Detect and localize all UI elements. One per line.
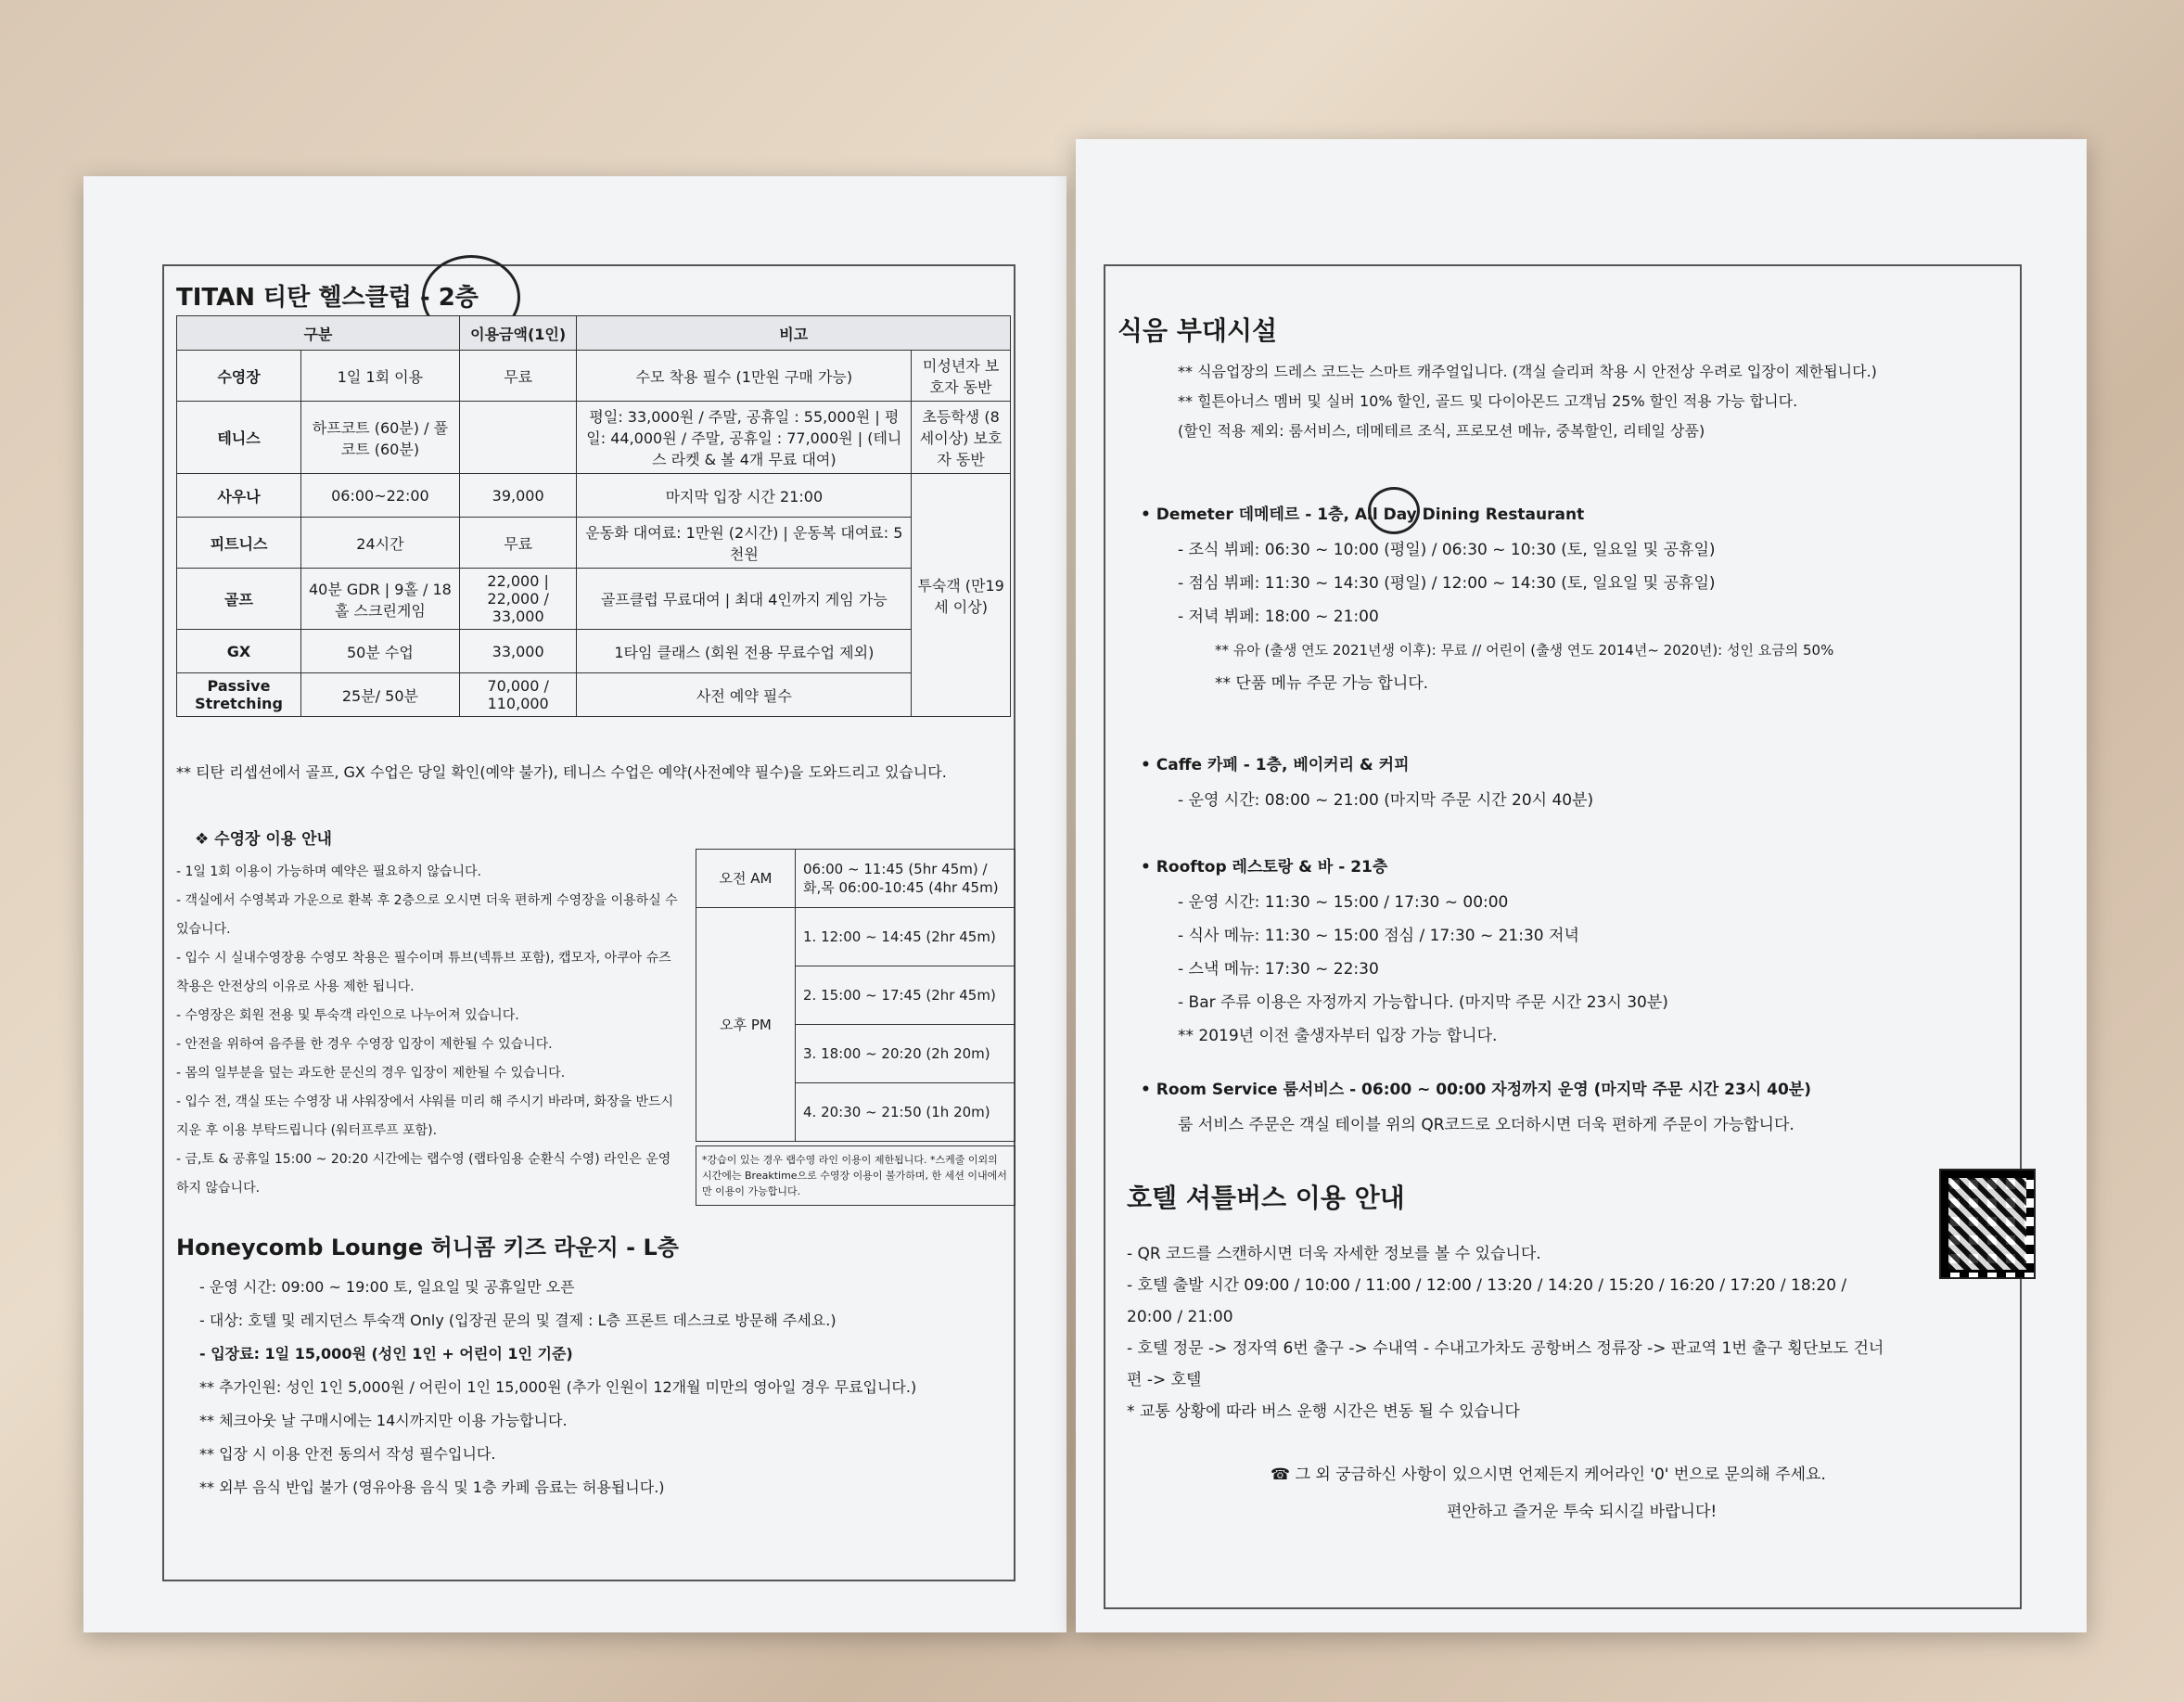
col-header: 비고 xyxy=(577,316,1011,351)
gym-table xyxy=(176,315,1011,717)
demeter-line: ** 유아 (출생 연도 2021년생 이후): 무료 // 어린이 (출생 연도 2014년~ 2020년): 성인 요금의 50% xyxy=(1215,642,1834,659)
row-age: 미성년자 보호자 동반 xyxy=(912,351,1011,402)
room-service-title: • Room Service 룸서비스 - 06:00 ~ 00:00 자정까지 운영 (마지막 주문 시간 23시 40분) xyxy=(1141,1076,1811,1099)
rooftop-line: - Bar 주류 이용은 자정까지 가능합니다. (마지막 주문 시간 23시 30분) xyxy=(1178,993,1668,1012)
rooftop-info xyxy=(1178,886,1994,1053)
row-price: 무료 xyxy=(459,518,577,569)
table-row xyxy=(177,518,1011,569)
row-label: Passive Stretching xyxy=(177,673,301,717)
am-label: 오전 AM xyxy=(696,850,796,908)
dining-title: 식음 부대시설 xyxy=(1118,315,1278,346)
row-note: 사전 예약 필수 xyxy=(577,673,912,717)
table-note: ** 티탄 리셉션에서 골프, GX 수업은 당일 확인(예약 불가), 테니스 수업은 예약(사전예약 필수)을 도와드리고 있습니다. xyxy=(176,763,947,781)
right-page xyxy=(1076,139,2087,1632)
dining-note: (할인 적용 제외: 룸서비스, 데메테르 조식, 프로모션 메뉴, 중복할인, 리테일 상품) xyxy=(1178,422,1705,440)
room-service-line: 룸 서비스 주문은 객실 테이블 위의 QR코드로 오더하시면 더욱 편하게 주문이 가능합니다. xyxy=(1178,1116,1794,1134)
closing-line: 편안하고 즐거운 투숙 되시길 바랍니다! xyxy=(1447,1503,1718,1521)
row-label: 골프 xyxy=(177,569,301,630)
rooftop-title: • Rooftop 레스토랑 & 바 - 21층 xyxy=(1141,853,1387,877)
row-detail: 06:00~22:00 xyxy=(301,474,460,518)
rooftop-line: ** 2019년 이전 출생자부터 입장 가능 합니다. xyxy=(1178,1027,1498,1045)
row-note: 운동화 대여료: 1만원 (2시간) | 운동복 대여료: 5천원 xyxy=(577,518,912,569)
row-age: 초등학생 (8세이상) 보호자 동반 xyxy=(912,402,1011,474)
dining-notes xyxy=(1178,357,1994,446)
pool-rule: - 몸의 일부분을 덮는 과도한 문신의 경우 입장이 제한될 수 있습니다. xyxy=(176,1066,566,1081)
row-price: 39,000 xyxy=(459,474,577,518)
rooftop-line: - 스낵 메뉴: 17:30 ~ 22:30 xyxy=(1178,960,1379,979)
lounge-info xyxy=(199,1271,997,1504)
gym-title: TITAN 티탄 헬스클럽 - 2층 xyxy=(176,284,479,312)
row-price: 33,000 xyxy=(459,630,577,673)
row-detail: 1일 1회 이용 xyxy=(301,351,460,402)
row-price xyxy=(459,402,577,474)
shuttle-line: - QR 코드를 스캔하시면 더욱 자세한 정보를 볼 수 있습니다. xyxy=(1127,1245,1541,1263)
lounge-line: - 입장료: 1일 15,000원 (성인 1인 + 어린이 1인 기준) xyxy=(199,1345,573,1363)
pool-rule: - 1일 1회 이용이 가능하며 예약은 필요하지 않습니다. xyxy=(176,864,481,879)
closing-line: ☎ 그 외 궁금하신 사항이 있으시면 언제든지 케어라인 '0' 번으로 문의해 주세요. xyxy=(1271,1465,1826,1484)
row-age: 투숙객 (만19세 이상) xyxy=(912,474,1011,717)
caffe-title: • Caffe 카페 - 1층, 베이커리 & 커피 xyxy=(1141,751,1410,774)
row-detail: 50분 수업 xyxy=(301,630,460,673)
shuttle-line: - 호텔 출발 시간 09:00 / 10:00 / 11:00 / 12:00 / 13:20 / 14:20 / 15:20 / 16:20 / 17:20 / 18:20 / 20:00 / 21:00 xyxy=(1127,1276,1847,1326)
demeter-title: • Demeter 데메테르 - 1층, All Day Dining Restaurant xyxy=(1141,501,1584,524)
row-detail: 하프코트 (60분) / 풀코트 (60분) xyxy=(301,402,460,474)
row-detail: 40분 GDR | 9홀 / 18홀 스크린게임 xyxy=(301,569,460,630)
row-price: 22,000 | 22,000 / 33,000 xyxy=(459,569,577,630)
pm-session: 2. 15:00 ~ 17:45 (2hr 45m) xyxy=(796,966,1015,1025)
shuttle-title: 호텔 셔틀버스 이용 안내 xyxy=(1127,1183,1405,1213)
pool-rule: - 금,토 & 공휴일 15:00 ~ 20:20 시간에는 랩수영 (랩타임용 순환식 수영) 라인은 운영하지 않습니다. xyxy=(176,1152,671,1196)
table-row xyxy=(177,474,1011,518)
shuttle-line: * 교통 상황에 따라 버스 운행 시간은 변동 될 수 있습니다 xyxy=(1127,1402,1520,1421)
row-label: 사우나 xyxy=(177,474,301,518)
row-price: 70,000 / 110,000 xyxy=(459,673,577,717)
rooftop-line: - 식사 메뉴: 11:30 ~ 15:00 점심 / 17:30 ~ 21:30 저녁 xyxy=(1178,927,1579,945)
left-page xyxy=(83,176,1066,1632)
demeter-line: - 점심 뷔페: 11:30 ~ 14:30 (평일) / 12:00 ~ 14:30 (토, 일요일 및 공휴일) xyxy=(1178,574,1716,593)
caffe-line: - 운영 시간: 08:00 ~ 21:00 (마지막 주문 시간 20시 40분) xyxy=(1178,791,1594,810)
lounge-line: - 대상: 호텔 및 레지던스 투숙객 Only (입장권 문의 및 결제 : L층 프론트 데스크로 방문해 주세요.) xyxy=(199,1312,837,1329)
pool-title: ❖ 수영장 이용 안내 xyxy=(195,830,332,849)
pm-session: 1. 12:00 ~ 14:45 (2hr 45m) xyxy=(796,908,1015,966)
row-detail: 24시간 xyxy=(301,518,460,569)
pool-rule: - 안전을 위하여 음주를 한 경우 수영장 입장이 제한될 수 있습니다. xyxy=(176,1037,553,1052)
table-row xyxy=(177,402,1011,474)
row-note: 마지막 입장 시간 21:00 xyxy=(577,474,912,518)
col-header: 이용금액(1인) xyxy=(459,316,577,351)
lounge-title: Honeycomb Lounge 허니콤 키즈 라운지 - L층 xyxy=(176,1235,679,1261)
rooftop-line: - 운영 시간: 11:30 ~ 15:00 / 17:30 ~ 00:00 xyxy=(1178,893,1509,912)
row-note: 골프클럽 무료대여 | 최대 4인까지 게임 가능 xyxy=(577,569,912,630)
pool-rule: - 객실에서 수영복과 가운으로 환복 후 2층으로 오시면 더욱 편하게 수영장을 이용하실 수 있습니다. xyxy=(176,893,678,937)
lounge-line: - 운영 시간: 09:00 ~ 19:00 토, 일요일 및 공휴일만 오픈 xyxy=(199,1278,575,1296)
demeter-line: - 조식 뷔페: 06:30 ~ 10:00 (평일) / 06:30 ~ 10:30 (토, 일요일 및 공휴일) xyxy=(1178,541,1716,559)
row-label: 테니스 xyxy=(177,402,301,474)
dining-note: ** 식음업장의 드레스 코드는 스마트 캐주얼입니다. (객실 슬리퍼 착용 시 안전상 우려로 입장이 제한됩니다.) xyxy=(1178,363,1877,380)
demeter-line: - 저녁 뷔페: 18:00 ~ 21:00 xyxy=(1178,608,1379,626)
row-price: 무료 xyxy=(459,351,577,402)
shuttle-info xyxy=(1127,1238,1897,1427)
demeter-line: ** 단품 메뉴 주문 가능 합니다. xyxy=(1215,674,1429,693)
handwritten-circle xyxy=(1368,487,1420,534)
pm-session: 4. 20:30 ~ 21:50 (1h 20m) xyxy=(796,1083,1015,1142)
pool-footnote: *강습이 있는 경우 랩수영 라인 이용이 제한됩니다. *스케줄 이외의 시간에는 Breaktime으로 수영장 이용이 불가하며, 한 세션 이내에서만 이용이 가능합니다. xyxy=(696,1145,1015,1206)
pool-schedule-table xyxy=(696,849,1015,1142)
pool-rule: - 입수 전, 객실 또는 수영장 내 샤워장에서 샤워를 미리 해 주시기 바라며, 화장을 반드시 지운 후 이용 부탁드립니다 (워터프루프 포함). xyxy=(176,1094,674,1138)
row-note: 평일: 33,000원 / 주말, 공휴일 : 55,000원 | 평일: 44,000원 / 주말, 공휴일 : 77,000원 | (테니스 라켓 & 볼 4개 무료 대여) xyxy=(577,402,912,474)
table-row xyxy=(177,630,1011,673)
pm-session: 3. 18:00 ~ 20:20 (2h 20m) xyxy=(796,1025,1015,1083)
table-row xyxy=(177,569,1011,630)
pool-rules xyxy=(176,858,682,1203)
row-label: 수영장 xyxy=(177,351,301,402)
lounge-line: ** 외부 음식 반입 불가 (영유아용 음식 및 1층 카페 음료는 허용됩니다.) xyxy=(199,1478,665,1496)
col-header: 구분 xyxy=(177,316,460,351)
lounge-line: ** 체크아웃 날 구매시에는 14시까지만 이용 가능합니다. xyxy=(199,1412,568,1429)
pm-label: 오후 PM xyxy=(696,908,796,1142)
row-label: 피트니스 xyxy=(177,518,301,569)
row-note: 수모 착용 필수 (1만원 구매 가능) xyxy=(577,351,912,402)
lounge-line: ** 추가인원: 성인 1인 5,000원 / 어린이 1인 15,000원 (추가 인원이 12개월 미만의 영아일 경우 무료입니다.) xyxy=(199,1378,917,1396)
qr-code-icon[interactable] xyxy=(1939,1169,2036,1279)
demeter-info xyxy=(1178,533,2012,700)
row-label: GX xyxy=(177,630,301,673)
row-detail: 25분/ 50분 xyxy=(301,673,460,717)
pool-rule: - 수영장은 회원 전용 및 투숙객 라인으로 나누어져 있습니다. xyxy=(176,1008,519,1023)
table-row xyxy=(177,673,1011,717)
shuttle-line: - 호텔 정문 -> 정자역 6번 출구 -> 수내역 - 수내고가차도 공항버스 정류장 -> 판교역 1번 출구 횡단보도 건너편 -> 호텔 xyxy=(1127,1339,1884,1389)
dining-note: ** 힐튼아너스 멤버 및 실버 10% 할인, 골드 및 다이아몬드 고객님 25% 할인 적용 가능 합니다. xyxy=(1178,392,1798,410)
am-times: 06:00 ~ 11:45 (5hr 45m) / 화,목 06:00-10:45 (4hr 45m) xyxy=(796,850,1015,908)
table-row xyxy=(177,351,1011,402)
pool-rule: - 입수 시 실내수영장용 수영모 착용은 필수이며 튜브(넥튜브 포함), 캡모자, 아쿠아 슈즈 착용은 안전상의 이유로 사용 제한 됩니다. xyxy=(176,951,671,994)
lounge-line: ** 입장 시 이용 안전 동의서 작성 필수입니다. xyxy=(199,1445,496,1463)
row-note: 1타임 클래스 (회원 전용 무료수업 제외) xyxy=(577,630,912,673)
